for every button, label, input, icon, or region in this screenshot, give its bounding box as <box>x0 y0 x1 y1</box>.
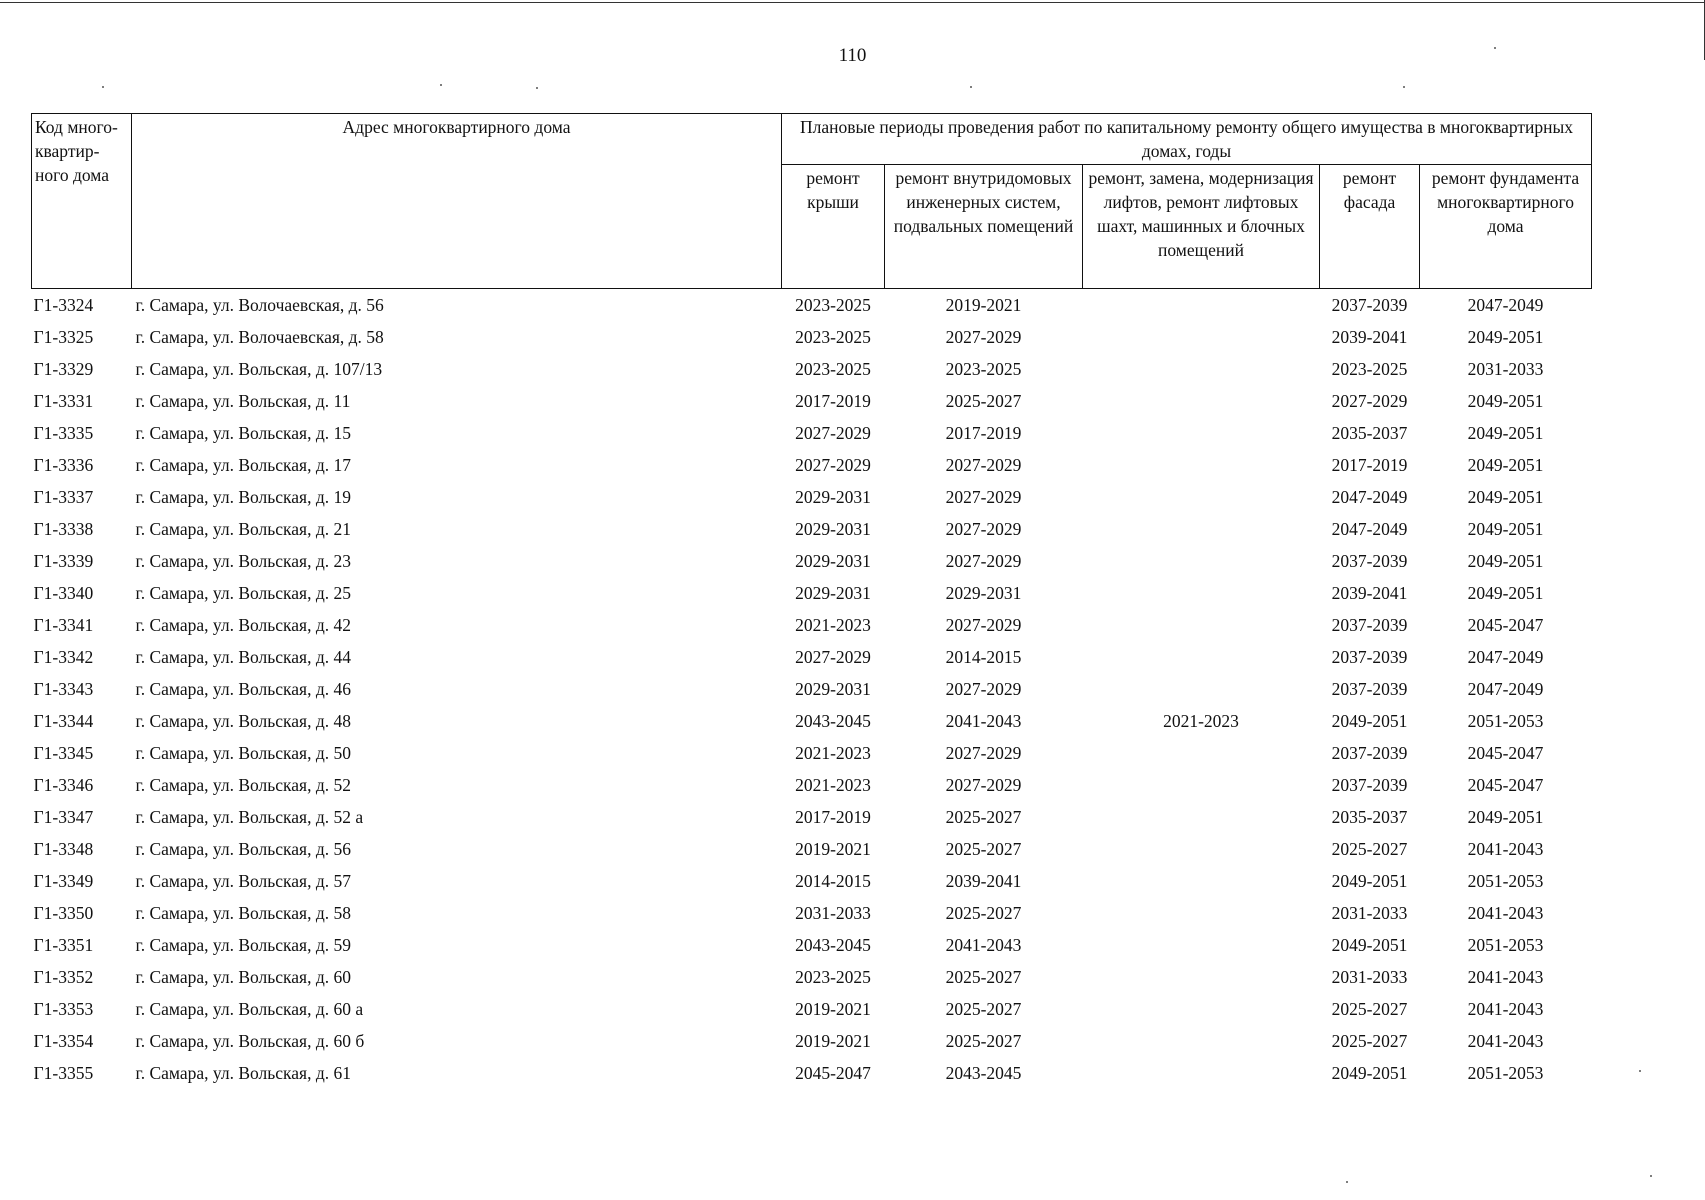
cell-lifts <box>1083 545 1320 577</box>
page-top-border <box>0 2 1705 3</box>
cell-systems: 2027-2029 <box>945 519 1022 539</box>
cell-code: Г1-3343 <box>33 679 94 699</box>
cell-code: Г1-3340 <box>33 583 94 603</box>
cell-systems: 2027-2029 <box>945 743 1022 763</box>
cell-facade: 2037-2039 <box>1331 775 1408 795</box>
table-row <box>32 609 1592 641</box>
cell-facade: 2025-2027 <box>1331 839 1408 859</box>
table-row <box>32 705 1592 737</box>
cell-foundation: 2051-2053 <box>1467 935 1544 955</box>
cell-code: Г1-3345 <box>33 743 94 763</box>
cell-roof: 2019-2021 <box>795 999 871 1019</box>
cell-systems: 2014-2015 <box>945 647 1022 667</box>
cell-facade: 2037-2039 <box>1331 743 1408 763</box>
cell-code: Г1-3351 <box>33 935 94 955</box>
cell-facade: 2039-2041 <box>1331 327 1408 347</box>
cell-facade: 2025-2027 <box>1331 1031 1408 1051</box>
cell-systems: 2019-2021 <box>945 295 1022 315</box>
table-row <box>32 545 1592 577</box>
table-row <box>32 673 1592 705</box>
cell-address: г. Самара, ул. Вольская, д. 52 а <box>135 807 364 827</box>
cell-facade: 2031-2033 <box>1331 903 1408 923</box>
cell-facade: 2037-2039 <box>1331 679 1408 699</box>
cell-code: Г1-3329 <box>33 359 94 379</box>
cell-roof: 2043-2045 <box>795 711 871 731</box>
table-row <box>32 417 1592 449</box>
cell-foundation: 2041-2043 <box>1467 999 1544 1019</box>
cell-address: г. Самара, ул. Вольская, д. 23 <box>135 551 351 571</box>
table-row <box>32 1057 1592 1089</box>
table-row <box>32 513 1592 545</box>
scan-speck <box>1650 1175 1652 1177</box>
cell-lifts <box>1083 577 1320 609</box>
cell-address: г. Самара, ул. Вольская, д. 59 <box>135 935 351 955</box>
cell-systems: 2023-2025 <box>945 359 1022 379</box>
table-row <box>32 929 1592 961</box>
cell-address: г. Самара, ул. Вольская, д. 11 <box>135 391 351 411</box>
cell-roof: 2017-2019 <box>795 807 871 827</box>
cell-code: Г1-3336 <box>33 455 94 475</box>
cell-lifts <box>1083 385 1320 417</box>
cell-roof: 2021-2023 <box>795 615 871 635</box>
cell-systems: 2043-2045 <box>945 1063 1022 1083</box>
cell-address: г. Самара, ул. Вольская, д. 42 <box>135 615 351 635</box>
cell-code: Г1-3341 <box>33 615 94 635</box>
cell-lifts <box>1083 673 1320 705</box>
cell-facade: 2049-2051 <box>1331 935 1408 955</box>
cell-facade: 2047-2049 <box>1331 487 1408 507</box>
cell-code: Г1-3337 <box>33 487 94 507</box>
cell-facade: 2037-2039 <box>1331 295 1408 315</box>
cell-roof: 2027-2029 <box>795 455 871 475</box>
cell-foundation: 2049-2051 <box>1467 519 1544 539</box>
cell-code: Г1-3346 <box>33 775 94 795</box>
cell-foundation: 2049-2051 <box>1467 583 1544 603</box>
table-row <box>32 833 1592 865</box>
cell-lifts <box>1083 481 1320 513</box>
cell-systems: 2027-2029 <box>945 487 1022 507</box>
table-row <box>32 801 1592 833</box>
cell-address: г. Самара, ул. Вольская, д. 19 <box>135 487 351 507</box>
cell-systems: 2027-2029 <box>945 679 1022 699</box>
table-row <box>32 641 1592 673</box>
cell-systems: 2025-2027 <box>945 967 1022 987</box>
cell-foundation: 2045-2047 <box>1467 615 1544 635</box>
cell-foundation: 2041-2043 <box>1467 967 1544 987</box>
cell-code: Г1-3349 <box>33 871 94 891</box>
cell-roof: 2023-2025 <box>795 295 871 315</box>
cell-code: Г1-3347 <box>33 807 94 827</box>
cell-address: г. Самара, ул. Вольская, д. 107/13 <box>135 359 383 379</box>
cell-systems: 2025-2027 <box>945 903 1022 923</box>
cell-roof: 2023-2025 <box>795 359 871 379</box>
header-code: Код много-квартир-ного дома <box>32 114 132 289</box>
table-row <box>32 1025 1592 1057</box>
header-foundation: ремонт фундамента многоквартирного дома <box>1420 165 1592 289</box>
cell-roof: 2029-2031 <box>795 679 871 699</box>
cell-facade: 2047-2049 <box>1331 519 1408 539</box>
header-periods: Плановые периоды проведения работ по капитальному ремонту общего имущества в многоквартирных домах, годы <box>782 114 1592 165</box>
table-row <box>32 289 1592 322</box>
scan-speck <box>1346 1181 1348 1183</box>
cell-roof: 2021-2023 <box>795 775 871 795</box>
cell-address: г. Самара, ул. Вольская, д. 21 <box>135 519 351 539</box>
cell-foundation: 2051-2053 <box>1467 711 1544 731</box>
cell-lifts <box>1083 641 1320 673</box>
cell-systems: 2041-2043 <box>945 711 1022 731</box>
cell-foundation: 2047-2049 <box>1467 679 1544 699</box>
table-row <box>32 353 1592 385</box>
cell-facade: 2031-2033 <box>1331 967 1408 987</box>
cell-address: г. Самара, ул. Вольская, д. 60 <box>135 967 351 987</box>
cell-roof: 2019-2021 <box>795 839 871 859</box>
cell-facade: 2049-2051 <box>1331 871 1408 891</box>
cell-foundation: 2047-2049 <box>1467 647 1544 667</box>
cell-roof: 2021-2023 <box>795 743 871 763</box>
cell-lifts <box>1083 801 1320 833</box>
cell-roof: 2017-2019 <box>795 391 871 411</box>
cell-foundation: 2041-2043 <box>1467 903 1544 923</box>
cell-roof: 2023-2025 <box>795 327 871 347</box>
cell-facade: 2049-2051 <box>1331 711 1408 731</box>
cell-lifts <box>1083 833 1320 865</box>
cell-foundation: 2049-2051 <box>1467 487 1544 507</box>
cell-lifts <box>1083 289 1320 322</box>
cell-address: г. Самара, ул. Вольская, д. 56 <box>135 839 351 859</box>
cell-lifts <box>1083 417 1320 449</box>
cell-facade: 2027-2029 <box>1331 391 1408 411</box>
cell-address: г. Самара, ул. Вольская, д. 44 <box>135 647 351 667</box>
scan-speck <box>1403 86 1405 88</box>
cell-code: Г1-3350 <box>33 903 94 923</box>
cell-lifts <box>1083 993 1320 1025</box>
cell-lifts <box>1083 513 1320 545</box>
cell-roof: 2027-2029 <box>795 647 871 667</box>
cell-facade: 2037-2039 <box>1331 647 1408 667</box>
cell-address: г. Самара, ул. Вольская, д. 60 а <box>135 999 364 1019</box>
cell-systems: 2025-2027 <box>945 807 1022 827</box>
cell-facade: 2037-2039 <box>1331 615 1408 635</box>
cell-foundation: 2051-2053 <box>1467 871 1544 891</box>
scan-speck <box>102 86 104 88</box>
cell-code: Г1-3324 <box>33 295 94 315</box>
cell-lifts <box>1083 321 1320 353</box>
table-row <box>32 865 1592 897</box>
cell-foundation: 2041-2043 <box>1467 1031 1544 1051</box>
table-row <box>32 993 1592 1025</box>
cell-lifts: 2021-2023 <box>1163 711 1239 731</box>
cell-foundation: 2051-2053 <box>1467 1063 1544 1083</box>
cell-address: г. Самара, ул. Вольская, д. 52 <box>135 775 351 795</box>
table-row <box>32 737 1592 769</box>
cell-foundation: 2031-2033 <box>1467 359 1544 379</box>
cell-code: Г1-3325 <box>33 327 94 347</box>
cell-lifts <box>1083 865 1320 897</box>
cell-lifts <box>1083 1025 1320 1057</box>
cell-roof: 2029-2031 <box>795 519 871 539</box>
table-row <box>32 577 1592 609</box>
cell-systems: 2017-2019 <box>945 423 1022 443</box>
cell-address: г. Самара, ул. Вольская, д. 25 <box>135 583 351 603</box>
cell-code: Г1-3331 <box>33 391 94 411</box>
cell-address: г. Самара, ул. Вольская, д. 61 <box>135 1063 351 1083</box>
scan-speck <box>536 87 538 89</box>
cell-code: Г1-3344 <box>33 711 94 731</box>
table-row <box>32 321 1592 353</box>
header-facade: ремонт фасада <box>1320 165 1420 289</box>
cell-address: г. Самара, ул. Вольская, д. 50 <box>135 743 351 763</box>
cell-code: Г1-3348 <box>33 839 94 859</box>
table-body <box>32 289 1592 1090</box>
cell-systems: 2041-2043 <box>945 935 1022 955</box>
cell-systems: 2025-2027 <box>945 839 1022 859</box>
cell-address: г. Самара, ул. Вольская, д. 46 <box>135 679 351 699</box>
table-row <box>32 897 1592 929</box>
cell-facade: 2023-2025 <box>1331 359 1408 379</box>
cell-foundation: 2041-2043 <box>1467 839 1544 859</box>
table-row <box>32 449 1592 481</box>
cell-systems: 2029-2031 <box>945 583 1022 603</box>
cell-foundation: 2045-2047 <box>1467 775 1544 795</box>
cell-code: Г1-3353 <box>33 999 94 1019</box>
cell-systems: 2027-2029 <box>945 455 1022 475</box>
cell-foundation: 2049-2051 <box>1467 423 1544 443</box>
header-lifts: ремонт, замена, модернизация лифтов, ремонт лифтовых шахт, машинных и блочных помещений <box>1083 165 1320 289</box>
cell-systems: 2025-2027 <box>945 391 1022 411</box>
cell-roof: 2029-2031 <box>795 551 871 571</box>
cell-foundation: 2049-2051 <box>1467 551 1544 571</box>
cell-facade: 2035-2037 <box>1331 423 1408 443</box>
table-row <box>32 385 1592 417</box>
cell-systems: 2027-2029 <box>945 551 1022 571</box>
table-row <box>32 481 1592 513</box>
repair-schedule-table <box>31 113 1592 1089</box>
cell-systems: 2039-2041 <box>945 871 1022 891</box>
cell-lifts <box>1083 1057 1320 1089</box>
cell-lifts <box>1083 609 1320 641</box>
cell-code: Г1-3339 <box>33 551 94 571</box>
cell-code: Г1-3355 <box>33 1063 94 1083</box>
cell-roof: 2043-2045 <box>795 935 871 955</box>
cell-facade: 2035-2037 <box>1331 807 1408 827</box>
cell-roof: 2027-2029 <box>795 423 871 443</box>
table-row <box>32 769 1592 801</box>
header-address: Адрес многоквартирного дома <box>132 114 782 289</box>
cell-facade: 2049-2051 <box>1331 1063 1408 1083</box>
scan-speck <box>1494 47 1496 49</box>
cell-lifts <box>1083 737 1320 769</box>
cell-roof: 2014-2015 <box>795 871 871 891</box>
cell-systems: 2027-2029 <box>945 775 1022 795</box>
cell-roof: 2029-2031 <box>795 487 871 507</box>
cell-foundation: 2049-2051 <box>1467 807 1544 827</box>
cell-address: г. Самара, ул. Вольская, д. 60 б <box>135 1031 365 1051</box>
cell-code: Г1-3352 <box>33 967 94 987</box>
cell-address: г. Самара, ул. Вольская, д. 15 <box>135 423 351 443</box>
cell-address: г. Самара, ул. Вольская, д. 48 <box>135 711 351 731</box>
cell-address: г. Самара, ул. Волочаевская, д. 58 <box>135 327 384 347</box>
cell-systems: 2027-2029 <box>945 327 1022 347</box>
cell-roof: 2029-2031 <box>795 583 871 603</box>
cell-systems: 2027-2029 <box>945 615 1022 635</box>
cell-code: Г1-3354 <box>33 1031 94 1051</box>
cell-code: Г1-3342 <box>33 647 94 667</box>
cell-facade: 2017-2019 <box>1331 455 1408 475</box>
cell-address: г. Самара, ул. Вольская, д. 57 <box>135 871 351 891</box>
cell-facade: 2039-2041 <box>1331 583 1408 603</box>
cell-foundation: 2049-2051 <box>1467 455 1544 475</box>
cell-address: г. Самара, ул. Вольская, д. 17 <box>135 455 351 475</box>
cell-systems: 2025-2027 <box>945 999 1022 1019</box>
cell-code: Г1-3338 <box>33 519 94 539</box>
cell-lifts <box>1083 353 1320 385</box>
cell-lifts <box>1083 897 1320 929</box>
header-roof: ремонт крыши <box>782 165 885 289</box>
cell-lifts <box>1083 449 1320 481</box>
header-systems: ремонт внутридомовых инженерных систем, подвальных помещений <box>885 165 1083 289</box>
cell-foundation: 2049-2051 <box>1467 391 1544 411</box>
cell-facade: 2025-2027 <box>1331 999 1408 1019</box>
scan-speck <box>1639 1070 1641 1072</box>
cell-code: Г1-3335 <box>33 423 94 443</box>
cell-lifts <box>1083 929 1320 961</box>
cell-roof: 2031-2033 <box>795 903 871 923</box>
cell-roof: 2019-2021 <box>795 1031 871 1051</box>
scan-speck <box>440 84 442 86</box>
cell-facade: 2037-2039 <box>1331 551 1408 571</box>
cell-foundation: 2047-2049 <box>1467 295 1544 315</box>
cell-lifts <box>1083 961 1320 993</box>
cell-foundation: 2045-2047 <box>1467 743 1544 763</box>
page-number: 110 <box>838 45 867 66</box>
cell-systems: 2025-2027 <box>945 1031 1022 1051</box>
cell-address: г. Самара, ул. Вольская, д. 58 <box>135 903 351 923</box>
cell-address: г. Самара, ул. Волочаевская, д. 56 <box>135 295 384 315</box>
table-row <box>32 961 1592 993</box>
header-row-main <box>32 114 1592 165</box>
cell-foundation: 2049-2051 <box>1467 327 1544 347</box>
cell-lifts <box>1083 769 1320 801</box>
cell-roof: 2023-2025 <box>795 967 871 987</box>
cell-roof: 2045-2047 <box>795 1063 871 1083</box>
scan-speck <box>970 86 972 88</box>
